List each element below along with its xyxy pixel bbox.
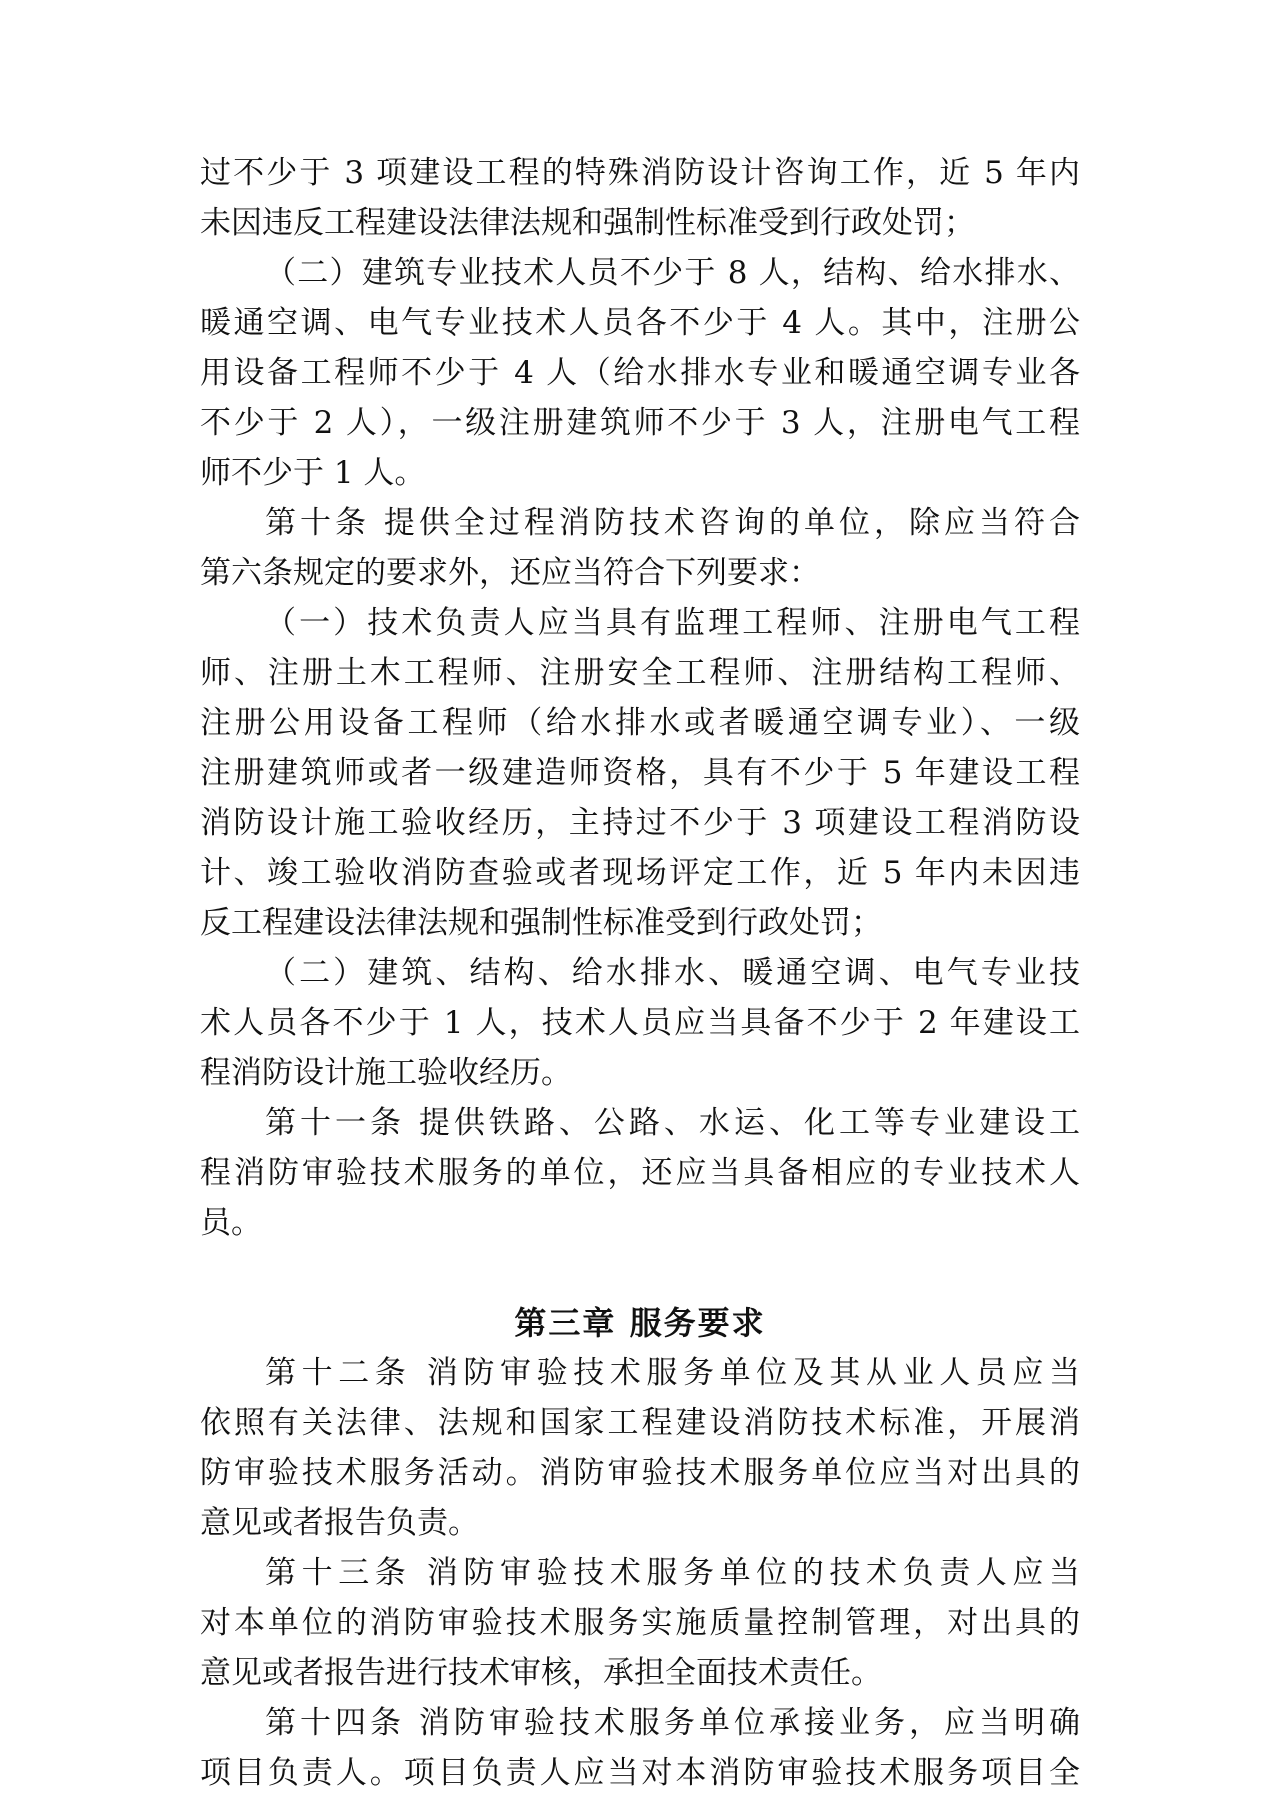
article-10-item-1-line-4: 注册建筑师或者一级建造师资格，具有不少于 5 年建设工程 — [200, 755, 1080, 791]
article-10-line-1: 第十条 提供全过程消防技术咨询的单位，除应当符合 — [265, 505, 1080, 541]
article-10-item-2-line-2: 术人员各不少于 1 人，技术人员应当具备不少于 2 年建设工 — [200, 1005, 1080, 1041]
article-13-line-1: 第十三条 消防审验技术服务单位的技术负责人应当 — [265, 1555, 1080, 1591]
article-11-line-3: 员。 — [200, 1205, 262, 1241]
article-10-item-1-line-2: 师、注册土木工程师、注册安全工程师、注册结构工程师、 — [200, 655, 1080, 691]
article-12-line-4: 意见或者报告负责。 — [200, 1505, 479, 1541]
article-13-line-3: 意见或者报告进行技术审核，承担全面技术责任。 — [200, 1655, 882, 1691]
text-line-7: 师不少于 1 人。 — [200, 455, 426, 491]
article-14-line-2: 项目负责人。项目负责人应当对本消防审验技术服务项目全 — [200, 1755, 1080, 1791]
article-12-line-2: 依照有关法律、法规和国家工程建设消防技术标准，开展消 — [200, 1405, 1080, 1441]
text-line-1: 过不少于 3 项建设工程的特殊消防设计咨询工作，近 5 年内 — [200, 155, 1080, 191]
article-13-line-2: 对本单位的消防审验技术服务实施质量控制管理，对出具的 — [200, 1605, 1080, 1641]
chapter-heading: 第三章 服务要求 — [514, 1304, 766, 1342]
article-10-item-1-line-3: 注册公用设备工程师（给水排水或者暖通空调专业）、一级 — [200, 705, 1080, 741]
text-line-4: 暖通空调、电气专业技术人员各不少于 4 人。其中，注册公 — [200, 305, 1080, 341]
article-10-item-1-line-1: （一）技术负责人应当具有监理工程师、注册电气工程 — [265, 605, 1080, 641]
text-line-5: 用设备工程师不少于 4 人（给水排水专业和暖通空调专业各 — [200, 355, 1080, 391]
article-10-item-2-line-3: 程消防设计施工验收经历。 — [200, 1055, 572, 1091]
article-10-item-1-line-5: 消防设计施工验收经历，主持过不少于 3 项建设工程消防设 — [200, 805, 1080, 841]
text-line-3: （二）建筑专业技术人员不少于 8 人，结构、给水排水、 — [265, 255, 1080, 291]
text-line-2: 未因违反工程建设法律法规和强制性标准受到行政处罚； — [200, 205, 975, 241]
article-11-line-2: 程消防审验技术服务的单位，还应当具备相应的专业技术人 — [200, 1155, 1080, 1191]
article-10-item-2-line-1: （二）建筑、结构、给水排水、暖通空调、电气专业技 — [265, 955, 1080, 991]
article-12-line-3: 防审验技术服务活动。消防审验技术服务单位应当对出具的 — [200, 1455, 1080, 1491]
article-12-line-1: 第十二条 消防审验技术服务单位及其从业人员应当 — [265, 1355, 1080, 1391]
article-10-line-2: 第六条规定的要求外，还应当符合下列要求： — [200, 555, 820, 591]
article-10-item-1-line-7: 反工程建设法律法规和强制性标准受到行政处罚； — [200, 905, 882, 941]
text-line-6: 不少于 2 人），一级注册建筑师不少于 3 人，注册电气工程 — [200, 405, 1080, 441]
article-14-line-1: 第十四条 消防审验技术服务单位承接业务，应当明确 — [265, 1705, 1080, 1741]
article-11-line-1: 第十一条 提供铁路、公路、水运、化工等专业建设工 — [265, 1105, 1080, 1141]
article-10-item-1-line-6: 计、竣工验收消防查验或者现场评定工作，近 5 年内未因违 — [200, 855, 1080, 891]
